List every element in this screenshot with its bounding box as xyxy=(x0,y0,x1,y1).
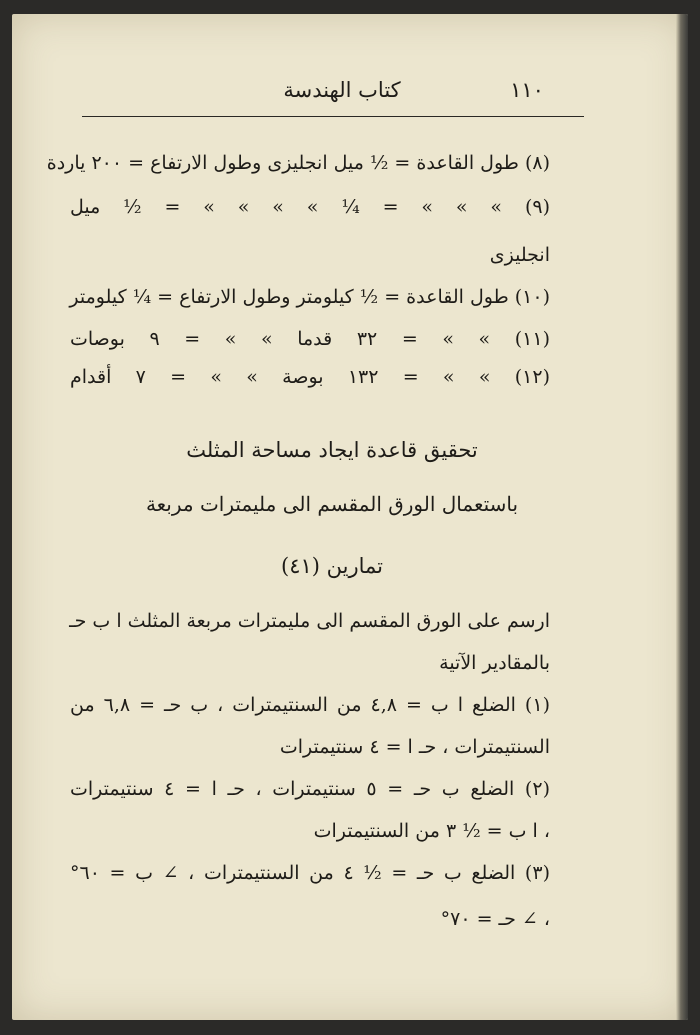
running-header-title: كتاب الهندسة xyxy=(283,78,401,102)
problem-line: (٨) طول القاعدة = ½ ميل انجليزى وطول الارتفاع = ٢٠٠ ياردة xyxy=(46,152,550,174)
problem-line: (١٠) طول القاعدة = ½ كيلومتر وطول الارتفاع = ¼ كيلومتر xyxy=(69,286,550,308)
problem-line: (١٢) » » = ١٣٢ بوصة » » = ٧ أقدام xyxy=(70,366,550,388)
exercise-line: (١) الضلع ا ب = ٤,٨ من السنتيمترات ، ب حـ = ٦,٨ من xyxy=(70,694,550,716)
problem-line: انجليزى xyxy=(489,244,550,266)
section-subheading: باستعمال الورق المقسم الى مليمترات مربعة xyxy=(145,492,519,516)
page-number: ١١٠ xyxy=(510,78,544,102)
exercise-title: تمارين (٤١) xyxy=(281,554,383,578)
problem-line: (٩) » » » = ¼ » » » » = ½ ميل xyxy=(70,196,550,218)
problem-line: (١١) » » = ٣٢ قدما » » = ٩ بوصات xyxy=(70,328,551,350)
book-spine-edge xyxy=(676,14,688,1020)
section-heading: تحقيق قاعدة ايجاد مساحة المثلث xyxy=(186,438,478,462)
exercise-line: بالمقادير الآتية xyxy=(439,652,550,674)
exercise-line: السنتيمترات ، حـ ا = ٤ سنتيمترات xyxy=(279,736,550,758)
exercise-line: ، ∠ حـ = ٧٠° xyxy=(440,908,550,930)
exercise-line: ، ا ب = ½ ٣ من السنتيمترات xyxy=(313,820,550,842)
header-rule xyxy=(82,116,584,117)
exercise-line: (٢) الضلع ب حـ = ٥ سنتيمترات ، حـ ا = ٤ سنتيمترات xyxy=(70,778,550,800)
exercise-line: ارسم على الورق المقسم الى مليمترات مربعة المثلث ا ب حـ xyxy=(69,610,550,632)
book-page xyxy=(12,14,688,1020)
exercise-line: (٣) الضلع ب حـ = ½ ٤ من السنتيمترات ، ∠ ب = ٦٠° xyxy=(70,862,550,884)
